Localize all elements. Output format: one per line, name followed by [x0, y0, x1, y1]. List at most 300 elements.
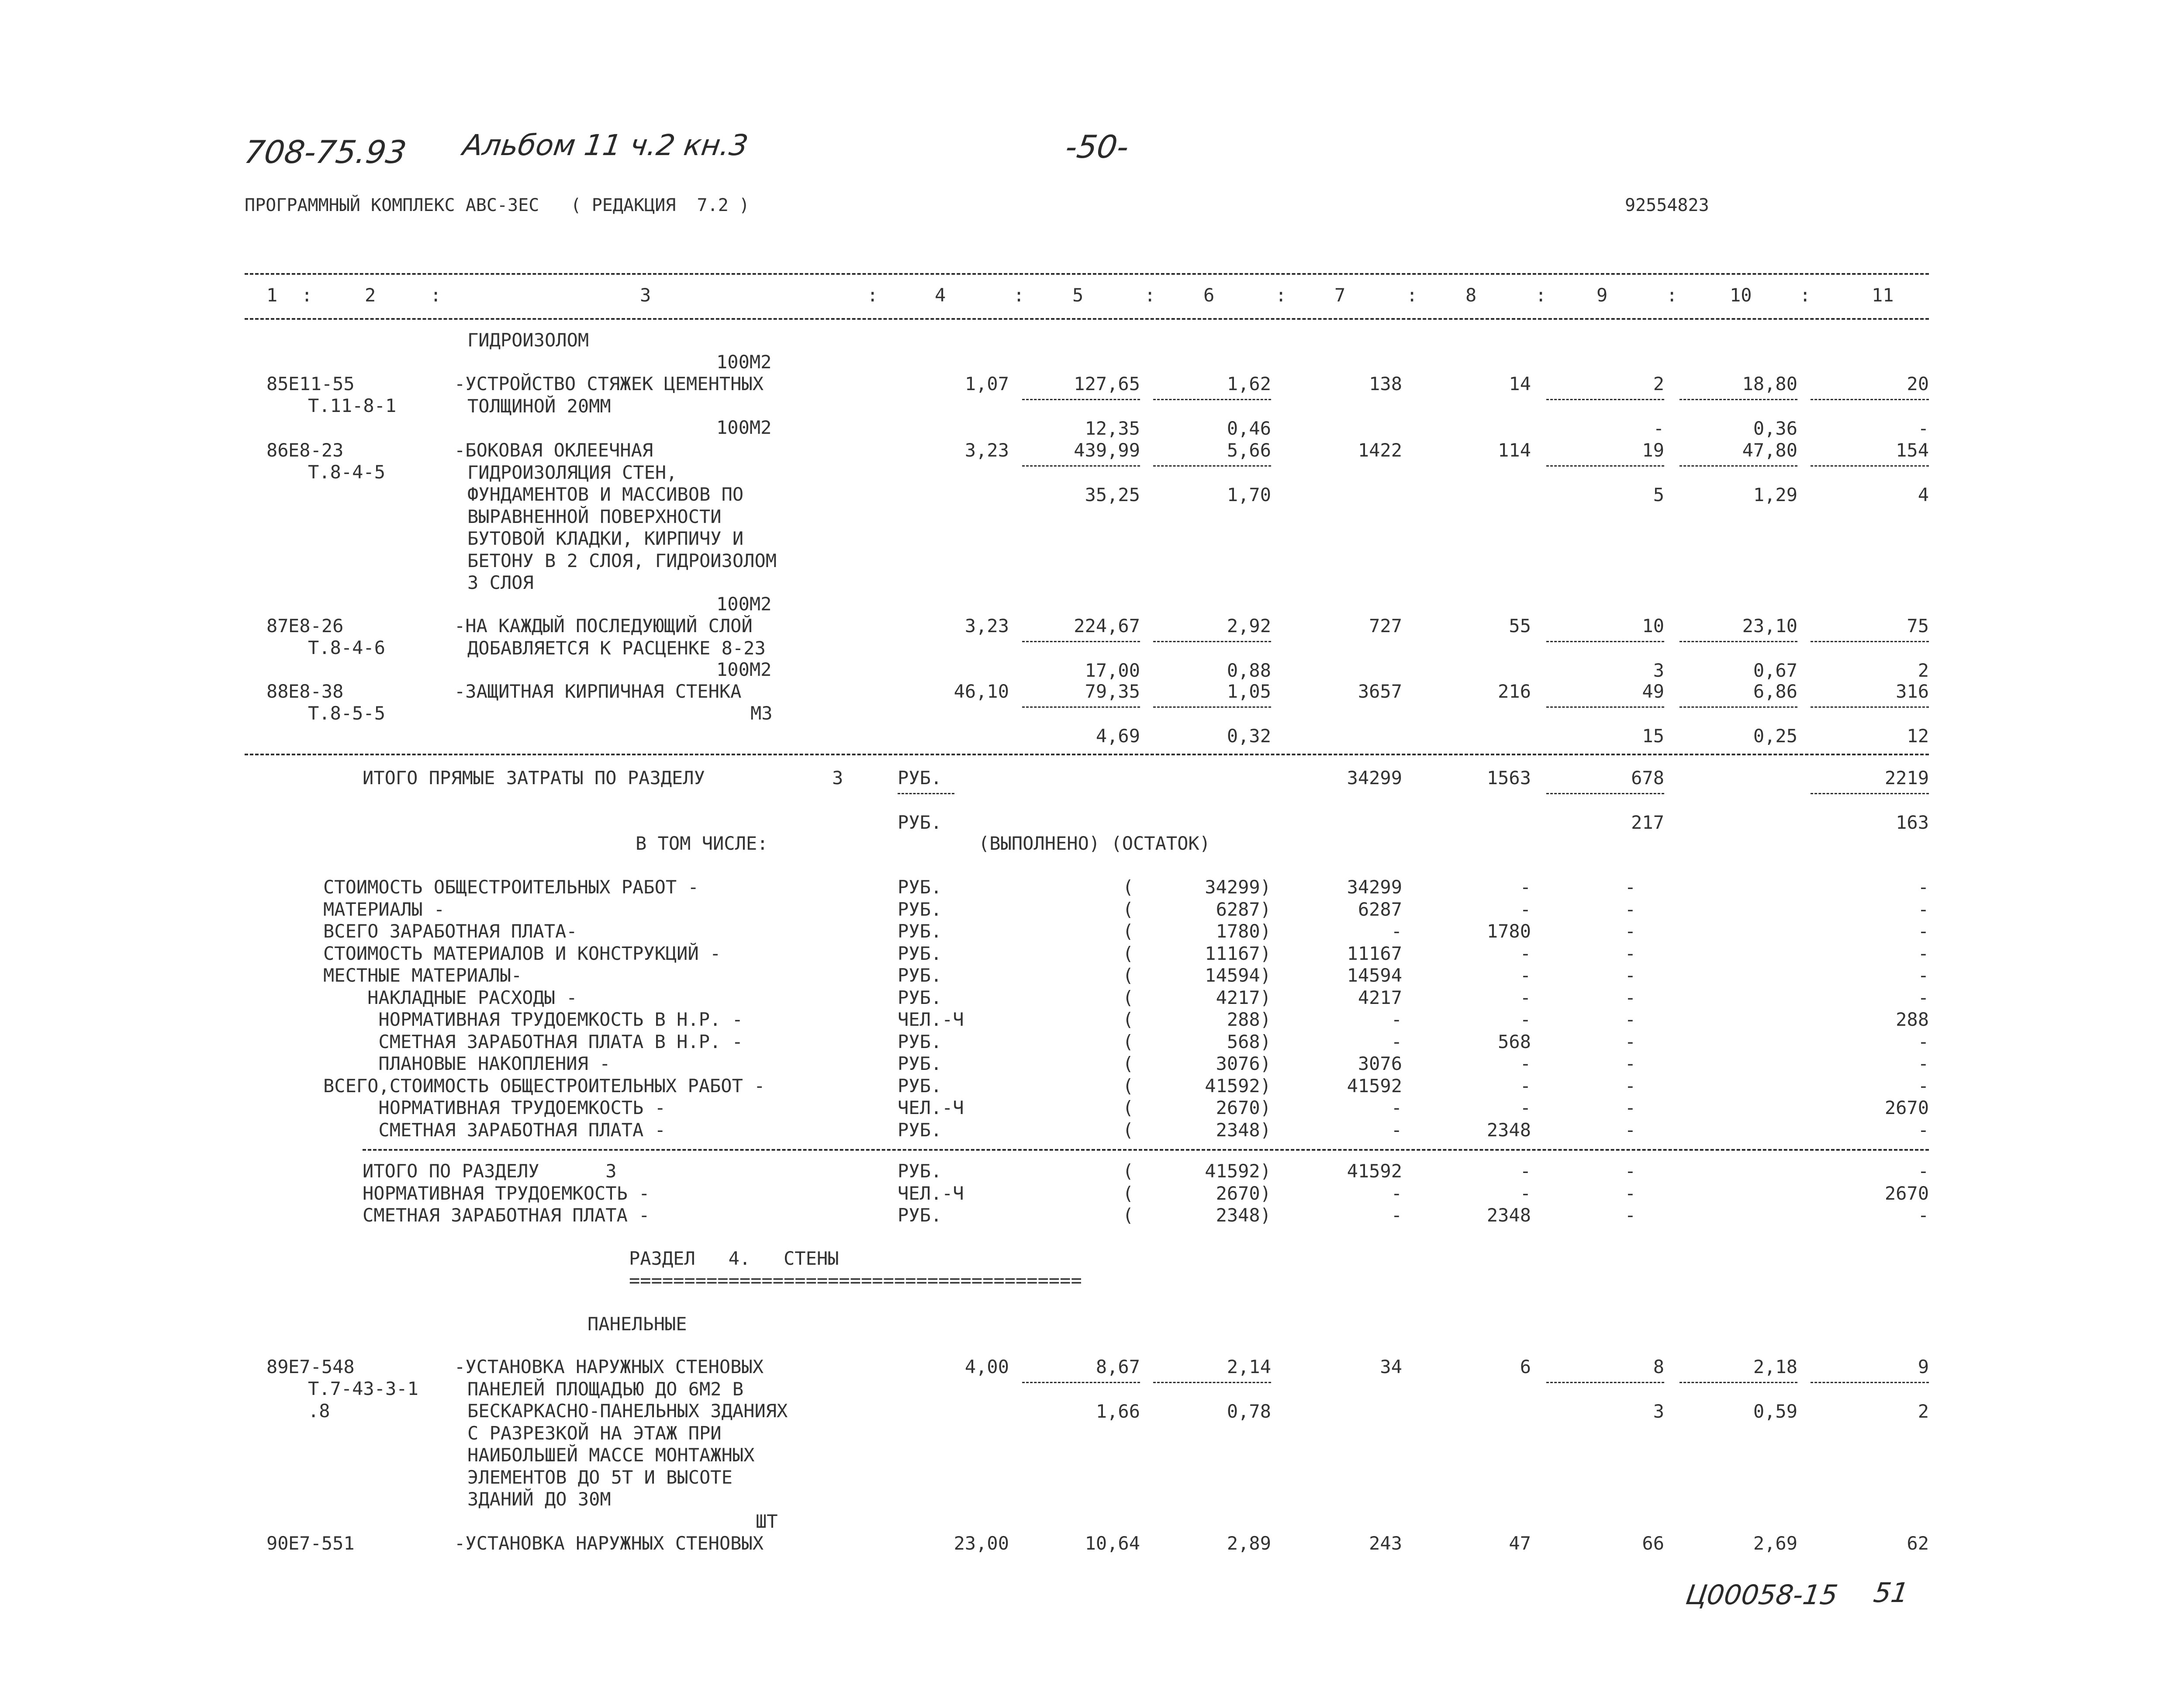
breakdown-c9: -: [1624, 1031, 1636, 1052]
item-description: БЕТОНУ В 2 СЛОЯ, ГИДРОИЗОЛОМ: [467, 550, 777, 571]
column-separator: :: [1535, 284, 1547, 306]
cell-c5: 127,65: [1074, 373, 1140, 394]
breakdown-value: 2348): [1216, 1204, 1271, 1226]
column-number: 4: [935, 284, 946, 306]
column-number: 5: [1072, 284, 1084, 306]
cell-c7: 34: [1380, 1356, 1402, 1377]
breakdown-value: 2670): [1216, 1182, 1271, 1204]
totals-unit2: РУБ.: [898, 812, 942, 833]
cell-c11b: 4: [1918, 484, 1929, 505]
totals-c7: 34299: [1347, 767, 1402, 789]
column-number: 6: [1203, 284, 1215, 306]
breakdown-label: ИТОГО ПО РАЗДЕЛУ 3: [363, 1160, 617, 1182]
totals-unit: РУБ.: [898, 767, 942, 789]
cell-c4: 4,00: [964, 1356, 1009, 1377]
column-number: 1: [266, 284, 278, 306]
breakdown-c9: -: [1624, 1182, 1636, 1204]
breakdown-paren-open: (: [1123, 1053, 1134, 1074]
item-code: Е8-26: [288, 615, 344, 637]
program-title: ПРОГРАММНЫЙ КОМПЛЕКС АВС-3ЕС ( РЕДАКЦИЯ 7.2 ): [245, 195, 750, 215]
breakdown-c8: -: [1520, 942, 1531, 964]
item-description: -БОКОВАЯ ОКЛЕЕЧНАЯ: [454, 439, 653, 461]
cell-c4: 3,23: [964, 439, 1009, 461]
breakdown-c7: 34299: [1347, 876, 1402, 898]
breakdown-c11: -: [1918, 898, 1929, 920]
column-number: 10: [1730, 284, 1752, 306]
cell-rule: [1022, 1382, 1140, 1383]
cell-rule: [1546, 465, 1664, 467]
breakdown-c8: 2348: [1486, 1119, 1531, 1141]
totals-c11: 2219: [1884, 767, 1929, 789]
breakdown-c9: -: [1624, 1009, 1636, 1030]
cell-c4: 23,00: [954, 1533, 1009, 1554]
breakdown-value: 41592): [1205, 1075, 1271, 1097]
breakdown-c7: 41592: [1347, 1075, 1402, 1097]
item-description: БЕСКАРКАСНО-ПАНЕЛЬНЫХ ЗДАНИЯХ: [467, 1400, 788, 1422]
cell-c9: 8: [1653, 1356, 1664, 1377]
breakdown-unit: ЧЕЛ.-Ч: [898, 1097, 964, 1118]
breakdown-unit: РУБ.: [898, 942, 942, 964]
column-separator: :: [301, 284, 313, 306]
breakdown-c7: -: [1391, 1097, 1402, 1118]
cell-c5b: 17,00: [1085, 660, 1140, 681]
breakdown-value: 288): [1227, 1009, 1271, 1030]
cell-c11: 75: [1907, 615, 1929, 637]
item-description: ПАНЕЛЕЙ ПЛОЩАДЬЮ ДО 6М2 В: [467, 1378, 744, 1400]
totals-c9: 678: [1631, 767, 1664, 789]
breakdown-c11: -: [1918, 965, 1929, 986]
cell-rule: [1679, 465, 1797, 467]
cell-c9: 2: [1653, 373, 1664, 394]
item-description: ДОБАВЛЯЕТСЯ К РАСЦЕНКЕ 8-23: [467, 637, 766, 659]
item-description: ФУНДАМЕНТОВ И МАССИВОВ ПО: [467, 484, 744, 505]
breakdown-c11: -: [1918, 1075, 1929, 1097]
breakdown-c11: -: [1918, 986, 1929, 1008]
cell-c6: 2,14: [1227, 1356, 1271, 1377]
totals-c9b: 217: [1631, 812, 1664, 833]
breakdown-unit: РУБ.: [898, 1160, 942, 1182]
item-code-ref: Т.8-4-5: [308, 461, 386, 483]
breakdown-c7: 41592: [1347, 1160, 1402, 1182]
cell-rule: [1679, 399, 1797, 400]
item-number: 88: [266, 681, 289, 702]
breakdown-c11: -: [1918, 942, 1929, 964]
breakdown-paren-open: (: [1123, 898, 1134, 920]
breakdown-c9: -: [1624, 898, 1636, 920]
item-description: НАИБОЛЬШЕЙ МАССЕ МОНТАЖНЫХ: [467, 1444, 755, 1466]
breakdown-c11: -: [1918, 1119, 1929, 1141]
item-description: ЗДАНИЙ ДО 30М: [467, 1488, 611, 1510]
breakdown-paren-open: (: [1123, 1075, 1134, 1097]
cell-rule: [1153, 1382, 1271, 1383]
breakdown-c9: -: [1624, 1204, 1636, 1226]
column-separator: :: [1800, 284, 1811, 306]
cell-c5b: 1,66: [1095, 1401, 1140, 1422]
cell-c8: 114: [1498, 439, 1531, 461]
cell-c6: 5,66: [1227, 439, 1271, 461]
breakdown-c11: 288: [1896, 1009, 1929, 1030]
column-number: 9: [1597, 284, 1608, 306]
item-code: Е7-548: [288, 1356, 355, 1377]
item-description: -ЗАЩИТНАЯ КИРПИЧНАЯ СТЕНКА: [454, 681, 742, 702]
breakdown-unit: РУБ.: [898, 986, 942, 1008]
breakdown-c8: 2348: [1486, 1204, 1531, 1226]
item-description: ЭЛЕМЕНТОВ ДО 5Т И ВЫСОТЕ: [467, 1466, 733, 1488]
cell-c10: 18,80: [1742, 373, 1797, 394]
breakdown-label: ВСЕГО,СТОИМОСТЬ ОБЩЕСТРОИТЕЛЬНЫХ РАБОТ -: [323, 1075, 765, 1097]
item-number: 87: [266, 615, 289, 637]
breakdown-c9: -: [1624, 876, 1636, 898]
breakdown-c9: -: [1624, 1160, 1636, 1182]
item-description: БУТОВОЙ КЛАДКИ, КИРПИЧУ И: [467, 528, 744, 549]
cell-rule: [1022, 399, 1140, 400]
cell-c6: 1,62: [1227, 373, 1271, 394]
cell-c6b: 0,88: [1227, 660, 1271, 681]
breakdown-c7: 6287: [1358, 898, 1402, 920]
column-number: 2: [365, 284, 376, 306]
cell-c8: 14: [1509, 373, 1531, 394]
cell-c11: 20: [1907, 373, 1929, 394]
item-unit: 100М2: [716, 351, 772, 373]
breakdown-paren-open: (: [1123, 1182, 1134, 1204]
item-code: Е8-38: [288, 681, 344, 702]
breakdown-paren-open: (: [1123, 965, 1134, 986]
cell-rule: [1811, 641, 1929, 642]
cell-c10: 6,86: [1753, 681, 1797, 702]
cell-c6b: 0,46: [1227, 418, 1271, 439]
breakdown-c9: -: [1624, 986, 1636, 1008]
cell-c4: 1,07: [964, 373, 1009, 394]
cell-c11b: 2: [1918, 660, 1929, 681]
breakdown-paren-open: (: [1123, 1160, 1134, 1182]
item-unit: М3: [750, 702, 773, 724]
cell-c11b: 2: [1918, 1401, 1929, 1422]
cell-rule: [1022, 465, 1140, 467]
cell-rule: [1546, 706, 1664, 708]
breakdown-paren-open: (: [1123, 1097, 1134, 1118]
cell-rule: [1811, 399, 1929, 400]
totals-c11b: 163: [1896, 812, 1929, 833]
breakdown-unit: РУБ.: [898, 1119, 942, 1141]
breakdown-label: НАКЛАДНЫЕ РАСХОДЫ -: [323, 986, 577, 1008]
column-separator: :: [430, 284, 442, 306]
breakdown-value: 11167): [1205, 942, 1271, 964]
cell-c5: 8,67: [1095, 1356, 1140, 1377]
breakdown-unit: ЧЕЛ.-Ч: [898, 1009, 964, 1030]
cell-c10: 2,69: [1753, 1533, 1797, 1554]
cell-c7: 138: [1369, 373, 1402, 394]
cell-c6: 1,05: [1227, 681, 1271, 702]
breakdown-unit: РУБ.: [898, 876, 942, 898]
breakdown-c9: -: [1624, 920, 1636, 942]
breakdown-unit: РУБ.: [898, 1031, 942, 1052]
column-separator: :: [1275, 284, 1287, 306]
breakdown-paren-open: (: [1123, 1009, 1134, 1030]
section-rule: [363, 1149, 1929, 1151]
cell-c5: 10,64: [1085, 1533, 1140, 1554]
item-unit: 100М2: [716, 417, 772, 438]
cell-rule: [1153, 399, 1271, 400]
item-description-cont: ГИДРОИЗОЛОМ: [467, 329, 589, 351]
breakdown-c8: 1780: [1486, 920, 1531, 942]
breakdown-c9: -: [1624, 965, 1636, 986]
including-label: В ТОМ ЧИСЛЕ:: [636, 833, 768, 854]
cell-c10b: 0,59: [1753, 1401, 1797, 1422]
cell-c9: 66: [1642, 1533, 1664, 1554]
breakdown-label: НОРМАТИВНАЯ ТРУДОЕМКОСТЬ -: [323, 1097, 666, 1118]
item-number: 90: [266, 1533, 289, 1554]
table-top-rule: [245, 273, 1929, 275]
breakdown-c7: -: [1391, 920, 1402, 942]
breakdown-unit: РУБ.: [898, 1075, 942, 1097]
cell-c5: 224,67: [1074, 615, 1140, 637]
totals-section: 3: [832, 767, 843, 789]
cell-c10b: 0,36: [1753, 418, 1797, 439]
handwritten-bottom-code: Ц00058-15: [1683, 1579, 1840, 1611]
breakdown-unit: ЧЕЛ.-Ч: [898, 1182, 964, 1204]
breakdown-unit: РУБ.: [898, 920, 942, 942]
breakdown-label: ВСЕГО ЗАРАБОТНАЯ ПЛАТА-: [323, 920, 577, 942]
cell-c9b: 5: [1653, 484, 1664, 505]
cell-rule: [1153, 465, 1271, 467]
cell-c7: 243: [1369, 1533, 1402, 1554]
item-unit: 100М2: [716, 593, 772, 615]
section-underline: =========================================: [629, 1270, 1082, 1291]
item-code-ref: Т.11-8-1: [308, 395, 397, 416]
cell-rule: [1546, 399, 1664, 400]
item-unit: 100М2: [716, 659, 772, 680]
breakdown-label: МАТЕРИАЛЫ -: [323, 898, 445, 920]
item-code-ref: Т.7-43-3-1: [308, 1378, 418, 1399]
cell-c9: 10: [1642, 615, 1664, 637]
cell-c10b: 1,29: [1753, 484, 1797, 505]
cell-rule: [1679, 1382, 1797, 1383]
column-separator: :: [1666, 284, 1678, 306]
breakdown-c7: -: [1391, 1119, 1402, 1141]
breakdown-label: НОРМАТИВНАЯ ТРУДОЕМКОСТЬ -: [363, 1182, 650, 1204]
cell-c11: 316: [1896, 681, 1929, 702]
breakdown-value: 2348): [1216, 1119, 1271, 1141]
breakdown-c11: -: [1918, 1031, 1929, 1052]
breakdown-c8: -: [1520, 1182, 1531, 1204]
breakdown-c9: -: [1624, 1075, 1636, 1097]
breakdown-value: 1780): [1216, 920, 1271, 942]
section-rule: [245, 754, 1929, 755]
breakdown-paren-open: (: [1123, 1119, 1134, 1141]
document-number: 92554823: [1625, 195, 1709, 215]
cell-c10b: 0,25: [1753, 725, 1797, 747]
cell-rule: [1546, 1382, 1664, 1383]
column-number: 3: [640, 284, 651, 306]
breakdown-paren-open: (: [1123, 920, 1134, 942]
cell-c5b: 35,25: [1085, 484, 1140, 505]
including-columns: (ВЫПОЛНЕНО) (ОСТАТОК): [978, 833, 1211, 854]
cell-c8: 47: [1509, 1533, 1531, 1554]
item-description: 3 СЛОЯ: [467, 572, 534, 593]
cell-rule: [1022, 641, 1140, 642]
cell-rule: [1679, 641, 1797, 642]
item-number: 86: [266, 439, 289, 461]
cell-c6b: 0,32: [1227, 725, 1271, 747]
table-header-rule: [245, 318, 1929, 320]
handwritten-page-number: -50-: [1063, 128, 1131, 165]
breakdown-value: 34299): [1205, 876, 1271, 898]
item-description: -НА КАЖДЫЙ ПОСЛЕДУЮЩИЙ СЛОЙ: [454, 615, 753, 637]
item-code: Е8-23: [288, 439, 344, 461]
item-description: ВЫРАВНЕННОЙ ПОВЕРХНОСТИ: [467, 505, 722, 527]
item-number: 89: [266, 1356, 289, 1377]
cell-rule: [1811, 793, 1929, 794]
breakdown-c8: -: [1520, 1053, 1531, 1074]
cell-c8: 55: [1509, 615, 1531, 637]
breakdown-c9: -: [1624, 1119, 1636, 1141]
breakdown-c7: 14594: [1347, 965, 1402, 986]
breakdown-value: 3076): [1216, 1053, 1271, 1074]
cell-c9b: 3: [1653, 1401, 1664, 1422]
breakdown-c8: -: [1520, 1097, 1531, 1118]
breakdown-c7: -: [1391, 1204, 1402, 1226]
column-separator: :: [1013, 284, 1025, 306]
handwritten-code: 708-75.93: [242, 134, 409, 170]
cell-c10: 2,18: [1753, 1356, 1797, 1377]
breakdown-c8: -: [1520, 898, 1531, 920]
breakdown-c8: -: [1520, 1075, 1531, 1097]
breakdown-c8: -: [1520, 986, 1531, 1008]
cell-c7: 727: [1369, 615, 1402, 637]
breakdown-value: 6287): [1216, 898, 1271, 920]
breakdown-paren-open: (: [1123, 942, 1134, 964]
totals-c8: 1563: [1486, 767, 1531, 789]
breakdown-c7: -: [1391, 1182, 1402, 1204]
cell-c9: 19: [1642, 439, 1664, 461]
item-description: ТОЛЩИНОЙ 20ММ: [467, 395, 611, 417]
cell-c7: 1422: [1358, 439, 1402, 461]
breakdown-c11: 2670: [1884, 1182, 1929, 1204]
breakdown-c9: -: [1624, 1053, 1636, 1074]
breakdown-paren-open: (: [1123, 1204, 1134, 1226]
cell-c7: 3657: [1358, 681, 1402, 702]
cell-c11b: 12: [1907, 725, 1929, 747]
breakdown-unit: РУБ.: [898, 898, 942, 920]
breakdown-c7: 4217: [1358, 986, 1402, 1008]
cell-c11: 62: [1907, 1533, 1929, 1554]
cell-c10: 47,80: [1742, 439, 1797, 461]
item-unit: ШТ: [756, 1511, 778, 1532]
cell-c6b: 0,78: [1227, 1401, 1271, 1422]
cell-rule: [1153, 641, 1271, 642]
item-description: -УСТАНОВКА НАРУЖНЫХ СТЕНОВЫХ: [454, 1533, 764, 1554]
item-description: С РАЗРЕЗКОЙ НА ЭТАЖ ПРИ: [467, 1422, 722, 1444]
cell-c5b: 4,69: [1095, 725, 1140, 747]
cell-c5: 439,99: [1074, 439, 1140, 461]
breakdown-label: СМЕТНАЯ ЗАРАБОТНАЯ ПЛАТА -: [363, 1204, 650, 1226]
handwritten-album: Альбом 11 ч.2 кн.3: [460, 128, 750, 162]
column-number: 8: [1465, 284, 1477, 306]
cell-rule: [898, 793, 954, 794]
cell-rule: [1546, 641, 1664, 642]
breakdown-label: СТОИМОСТЬ ОБЩЕСТРОИТЕЛЬНЫХ РАБОТ -: [323, 876, 699, 898]
breakdown-c8: -: [1520, 1160, 1531, 1182]
breakdown-c9: -: [1624, 1097, 1636, 1118]
breakdown-c11: -: [1918, 1160, 1929, 1182]
column-number: 7: [1334, 284, 1346, 306]
item-code-ref-cont: .8: [308, 1400, 330, 1422]
handwritten-bottom-number: 51: [1871, 1577, 1911, 1609]
cell-rule: [1679, 706, 1797, 708]
cell-c8: 216: [1498, 681, 1531, 702]
cell-c9b: 3: [1653, 660, 1664, 681]
breakdown-paren-open: (: [1123, 876, 1134, 898]
cell-rule: [1153, 706, 1271, 708]
cell-rule: [1811, 706, 1929, 708]
totals-label: ИТОГО ПРЯМЫЕ ЗАТРАТЫ ПО РАЗДЕЛУ: [363, 767, 705, 789]
cell-c11: 9: [1918, 1356, 1929, 1377]
breakdown-label: СМЕТНАЯ ЗАРАБОТНАЯ ПЛАТА В Н.Р. -: [323, 1031, 743, 1052]
item-code-ref: Т.8-4-6: [308, 637, 386, 658]
breakdown-c8: 568: [1498, 1031, 1531, 1052]
breakdown-label: ПЛАНОВЫЕ НАКОПЛЕНИЯ -: [323, 1053, 611, 1074]
column-separator: :: [1406, 284, 1418, 306]
cell-c9: 49: [1642, 681, 1664, 702]
breakdown-c11: -: [1918, 876, 1929, 898]
section-subtitle: ПАНЕЛЬНЫЕ: [587, 1313, 687, 1335]
cell-rule: [1022, 706, 1140, 708]
cell-c6: 2,92: [1227, 615, 1271, 637]
item-code: Е11-55: [288, 373, 355, 394]
breakdown-label: СТОИМОСТЬ МАТЕРИАЛОВ И КОНСТРУКЦИЙ -: [323, 942, 721, 964]
item-number: 85: [266, 373, 289, 394]
cell-c4: 3,23: [964, 615, 1009, 637]
breakdown-c7: 3076: [1358, 1053, 1402, 1074]
item-code-ref: Т.8-5-5: [308, 702, 386, 724]
cell-c6: 2,89: [1227, 1533, 1271, 1554]
cell-c4: 46,10: [954, 681, 1009, 702]
breakdown-c8: -: [1520, 876, 1531, 898]
item-description: ГИДРОИЗОЛЯЦИЯ СТЕН,: [467, 461, 677, 483]
cell-rule: [1546, 793, 1664, 794]
cell-rule: [1811, 465, 1929, 467]
breakdown-value: 568): [1227, 1031, 1271, 1052]
item-description: -УСТАНОВКА НАРУЖНЫХ СТЕНОВЫХ: [454, 1356, 764, 1377]
item-description: -УСТРОЙСТВО СТЯЖЕК ЦЕМЕНТНЫХ: [454, 373, 764, 394]
breakdown-c7: 11167: [1347, 942, 1402, 964]
breakdown-c7: -: [1391, 1009, 1402, 1030]
cell-c8: 6: [1520, 1356, 1531, 1377]
breakdown-c8: -: [1520, 1009, 1531, 1030]
cell-c6b: 1,70: [1227, 484, 1271, 505]
breakdown-paren-open: (: [1123, 986, 1134, 1008]
section-title: РАЗДЕЛ 4. СТЕНЫ: [629, 1248, 839, 1269]
cell-c10b: 0,67: [1753, 660, 1797, 681]
breakdown-c8: -: [1520, 965, 1531, 986]
cell-c11: 154: [1896, 439, 1929, 461]
cell-c5b: 12,35: [1085, 418, 1140, 439]
breakdown-unit: РУБ.: [898, 965, 942, 986]
breakdown-c11: 2670: [1884, 1097, 1929, 1118]
item-code: Е7-551: [288, 1533, 355, 1554]
cell-c5: 79,35: [1085, 681, 1140, 702]
column-separator: :: [867, 284, 878, 306]
breakdown-unit: РУБ.: [898, 1053, 942, 1074]
breakdown-label: СМЕТНАЯ ЗАРАБОТНАЯ ПЛАТА -: [323, 1119, 666, 1141]
column-separator: :: [1144, 284, 1156, 306]
breakdown-value: 4217): [1216, 986, 1271, 1008]
breakdown-value: 41592): [1205, 1160, 1271, 1182]
cell-c9b: -: [1653, 418, 1664, 439]
breakdown-value: 2670): [1216, 1097, 1271, 1118]
cell-c11b: -: [1918, 418, 1929, 439]
breakdown-label: НОРМАТИВНАЯ ТРУДОЕМКОСТЬ В Н.Р. -: [323, 1009, 743, 1030]
